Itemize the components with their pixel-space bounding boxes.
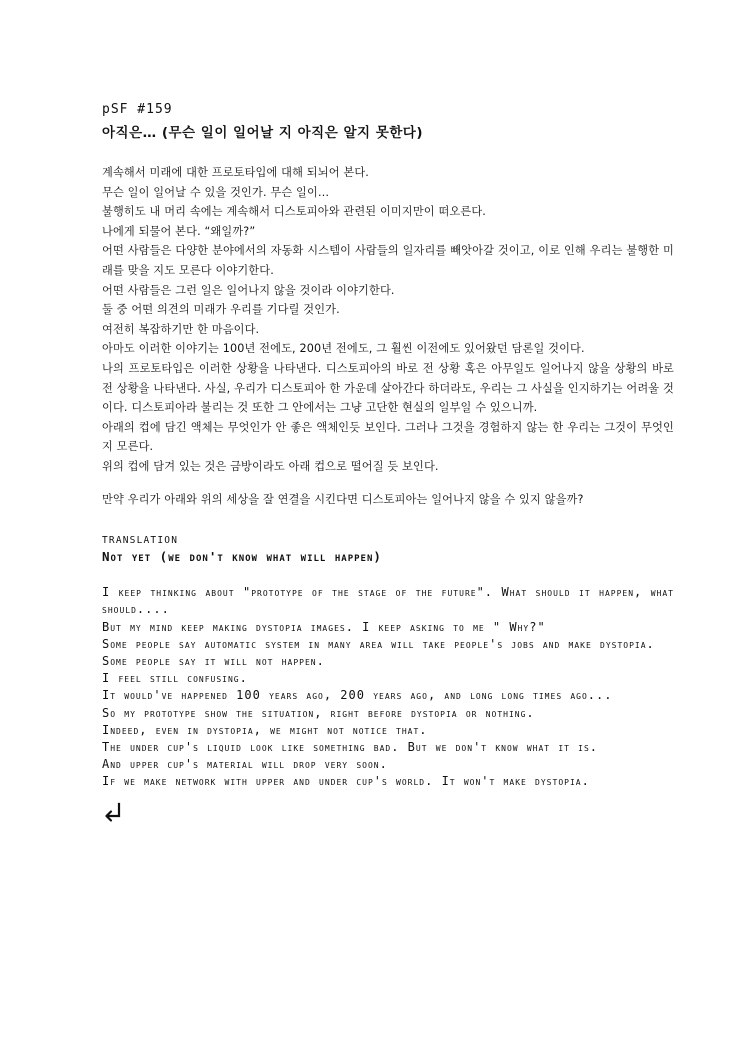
translation-line: So my prototype show the situation, right before dystopia or nothing. [102,705,535,720]
korean-paragraph: 아마도 이러한 이야기는 100년 전에도, 200년 전에도, 그 훨씬 이전에도 있어왔던 담론일 것이다. [102,342,585,356]
korean-body [102,163,674,509]
document-page [102,102,674,823]
korean-paragraph: 계속해서 미래에 대한 프로토타입에 대해 되뇌어 본다. [102,166,370,179]
korean-closing-question: 만약 우리가 아래와 위의 세상을 잘 연결을 시킨다면 디스토피아는 일어나지 않을 수 있지 않을까? [102,492,584,506]
document-id: pSF #159 [102,102,173,117]
korean-paragraph: 어떤 사람들은 다양한 분야에서의 자동화 시스템이 사람들의 일자리를 빼앗아갈 것이고, 이로 인해 우리는 불행한 미래를 맞을 지도 모른다 이야기한다. [102,244,674,277]
translation-title: Not yet (we don't know what will happen) [102,549,382,565]
korean-paragraph: 무슨 일이 일어날 수 있을 것인가. 무슨 일이… [102,185,330,199]
translation-line: It would've happened 100 years ago, 200 years ago, and long long times ago... [102,688,613,703]
translation-line: Some people say automatic system in many area will take people's jobs and make dystopia. [102,636,655,651]
translation-line: I feel still confusing. [102,671,248,686]
translation-line: I keep thinking about "prototype of the stage of the future". What should it happen, what should.... [102,585,674,617]
translation-body [102,584,674,790]
translation-line: And upper cup's material will drop very soon. [102,757,388,772]
korean-paragraph: 나에게 되물어 본다. “왜일까?” [102,224,256,238]
korean-title: 아직은… (무슨 일이 일어날 지 아직은 알지 못한다) [102,125,424,141]
korean-paragraph: 아래의 컵에 담긴 액체는 무엇인가 안 좋은 액체인듯 보인다. 그러나 그것을 경험하지 않는 한 우리는 그것이 무엇인지 모른다. [102,420,674,454]
korean-paragraph: 둘 중 어떤 의견의 미래가 우리를 기다릴 것인가. [102,303,340,317]
korean-paragraph: 불행히도 내 머리 속에는 계속해서 디스토피아와 관련된 이미지만이 떠오른다. [102,205,486,219]
translation-line: The under cup's liquid look like something bad. But we don't know what it is. [102,739,599,754]
translation-line: But my mind keep making dystopia images. I keep asking to me " Why?" [102,619,546,634]
korean-paragraph: 어떤 사람들은 그런 일은 일어나지 않을 것이라 이야기한다. [102,283,395,297]
translation-line: If we make network with upper and under cup's world. It won't make dystopia. [102,774,590,789]
korean-paragraph: 여전히 복잡하기만 한 마음이다. [102,322,260,336]
translation-line: Some people say it will not happen. [102,653,325,668]
korean-paragraph: 나의 프로토타입은 이러한 상황을 나타낸다. 디스토피아의 바로 전 상황 혹은 아무일도 일어나지 않을 상황의 바로 전 상황을 나타낸다. 사실, 우리가 디스토피아 한 가운데 살아간다 하더라도, 우리는 그 사실을 인지하기는 어려울 것이다. 디스토피아라 불리는 것 또한 그 안에서는 그냥 고단한 현실의 일부일 수 있으니까. [102,361,674,415]
korean-paragraph: 위의 컵에 담겨 있는 것은 금방이라도 아래 컵으로 떨어질 듯 보인다. [102,459,439,473]
return-arrow-icon [102,801,124,823]
translation-label: TRANSLATION [102,535,179,547]
translation-line: Indeed, even in dystopia, we might not notice that. [102,722,428,737]
